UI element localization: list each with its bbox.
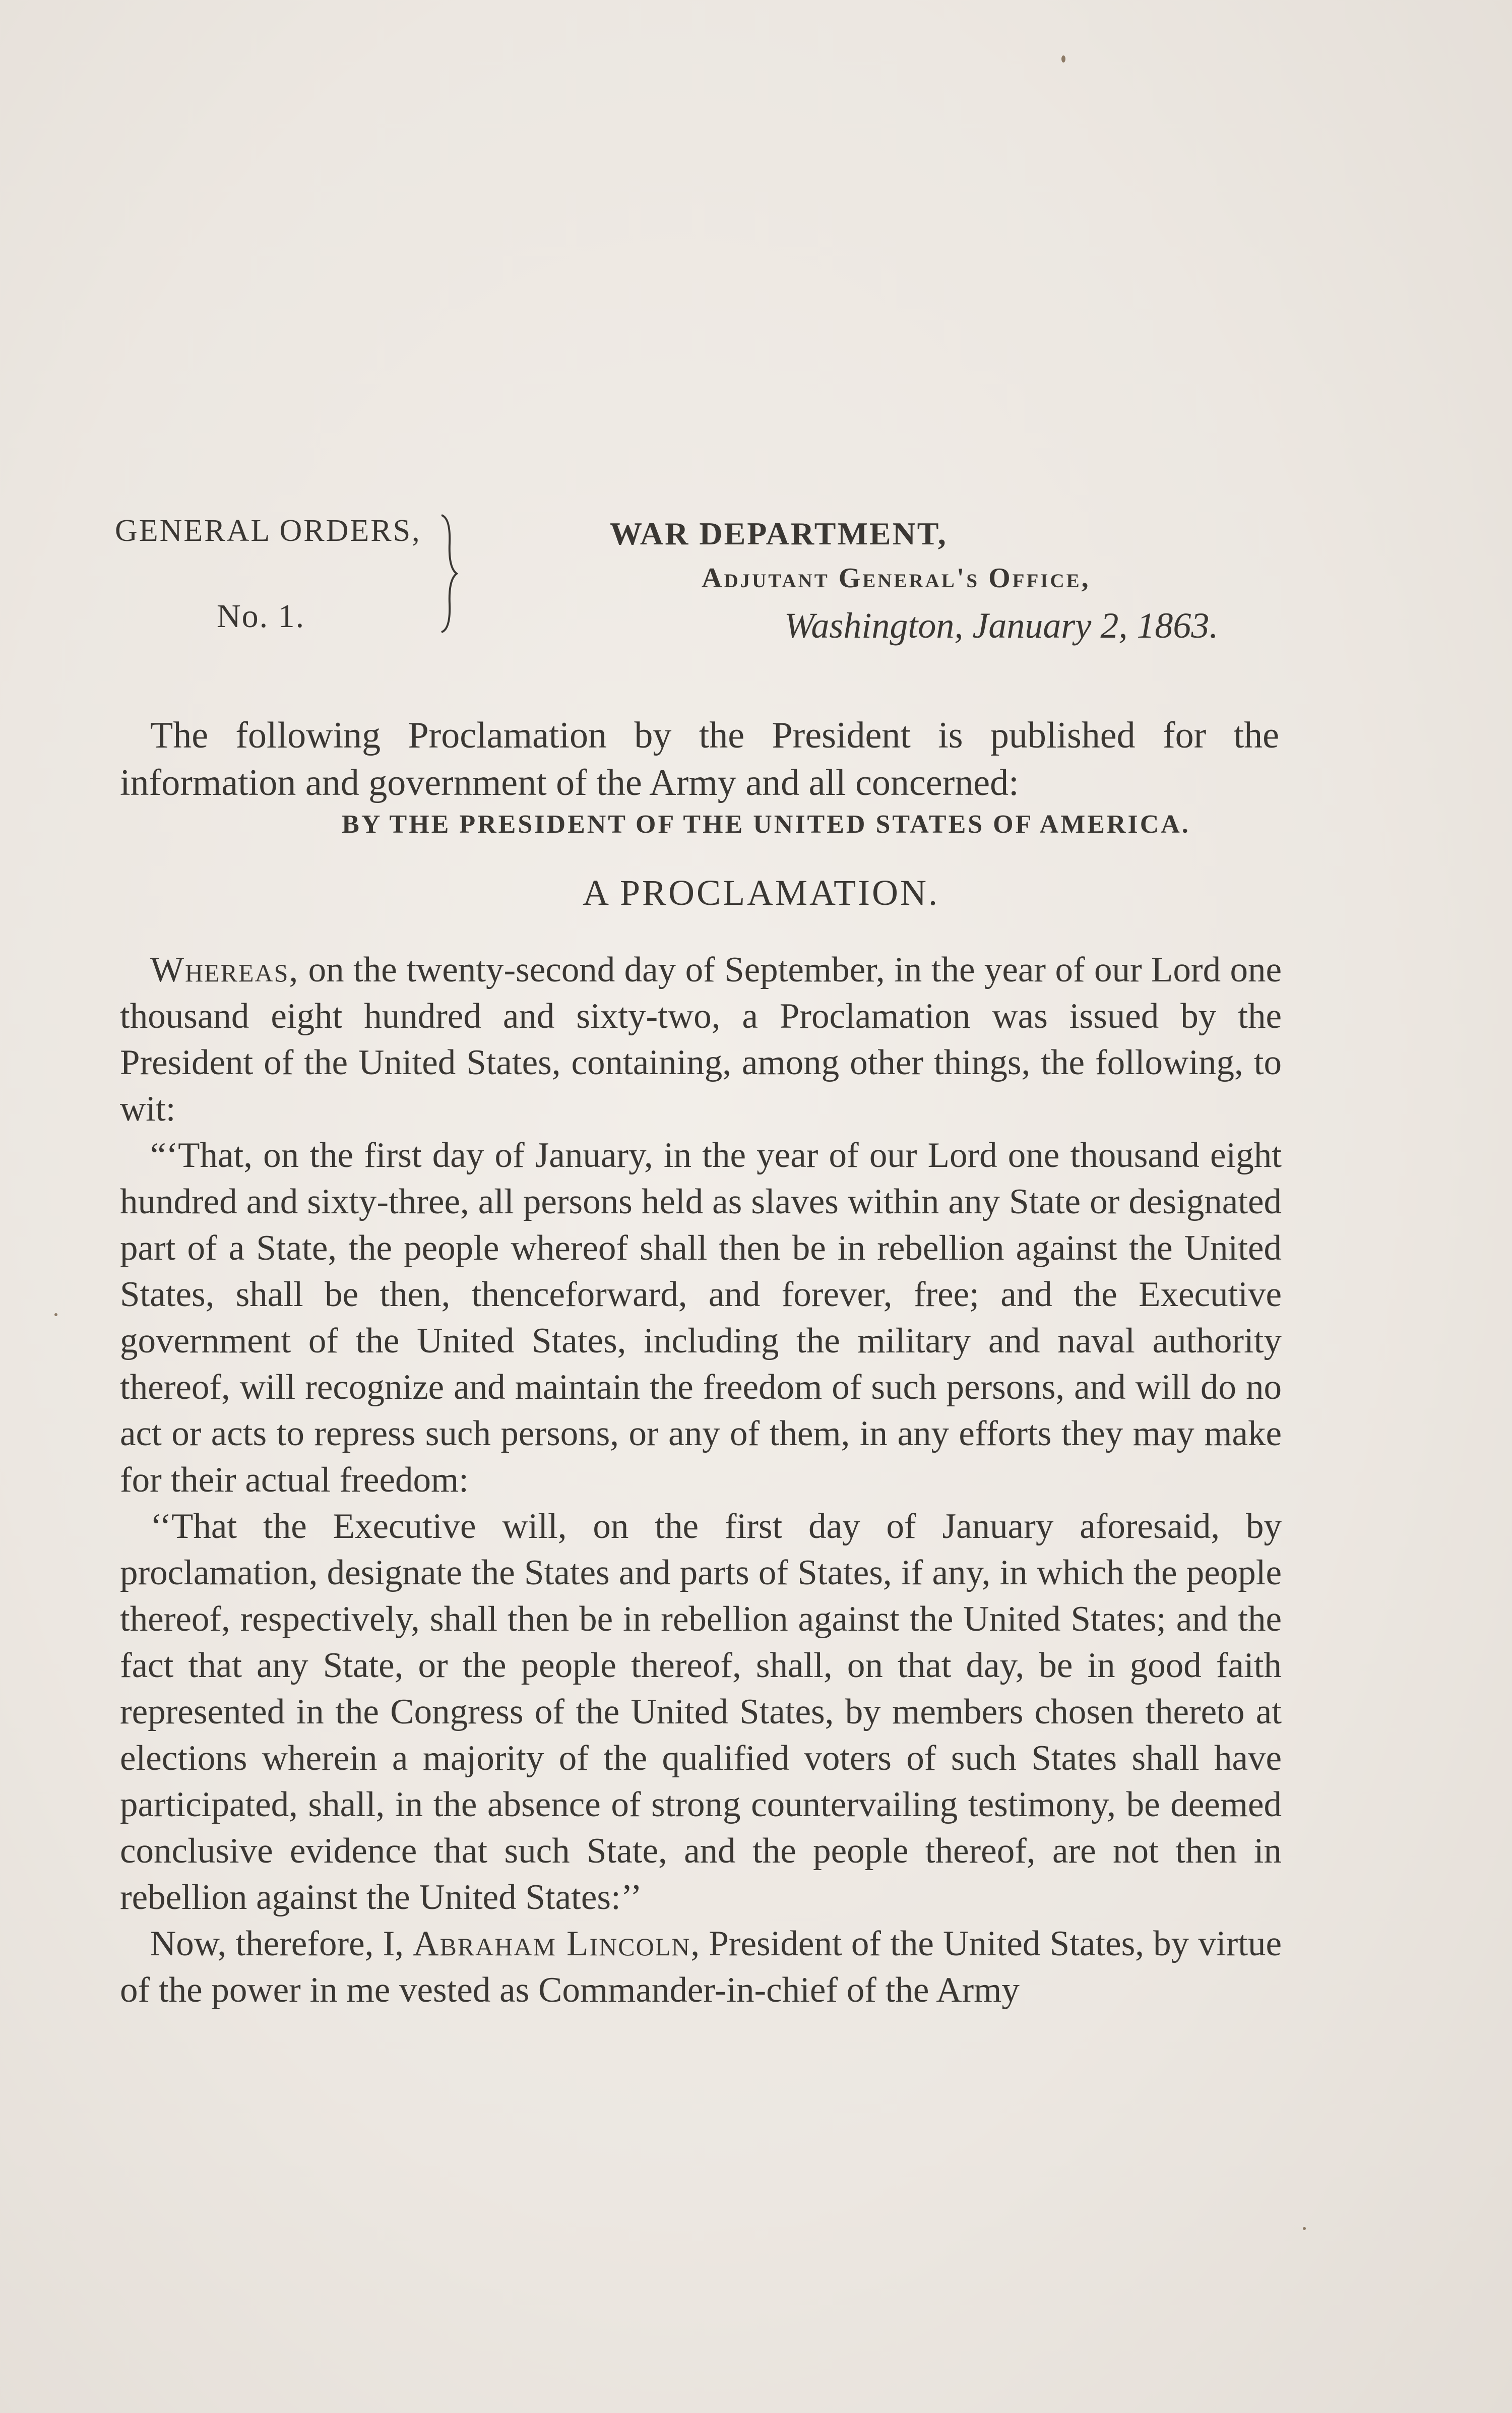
paragraph-whereas	[120, 947, 1282, 1132]
intro-paragraph: The following Proclamation by the President is published for the information and government of the Army and all concerned:	[120, 715, 1279, 803]
paper-speck	[1061, 55, 1065, 63]
whereas-lead: Whereas,	[150, 950, 299, 989]
date: January 2, 1863.	[972, 605, 1219, 646]
paragraph-now-therefore	[120, 1921, 1282, 2013]
proclamation-title: A PROCLAMATION.	[582, 873, 940, 913]
place: Washington,	[784, 605, 964, 646]
paragraph-quote-2: ‘‘That the Executive will, on the first day of January aforesaid, by proclamation, designate the States and parts of States, if any, in which the people thereof, respectively, shall then be in rebellion against the United States; and the fact that any State, or the people thereof, shall, on that day, be in good faith represented in the Congress of the United States, by members chosen thereto at elections wherein a majority of the qualified voters of such States shall have participated, shall, in the absence of strong countervailing testimony, be deemed conclusive evidence that such State, and the people thereof, are not then in rebellion against the United States:’’	[120, 1507, 1282, 1917]
paragraph-quote-1: “‘That, on the first day of January, in the year of our Lord one thousand eight hundred and sixty-three, all persons held as slaves within any State or designated part of a State, the people whereof shall then be in rebellion against the United States, shall be then, thenceforward, and forever, free; and the Executive government of the United States, including the military and naval authority thereof, will recognize and maintain the freedom of such persons, and will do no act or acts to repress such persons, or any of them, in any efforts they may make for their actual freedom:	[120, 1136, 1282, 1500]
paper-speck	[1303, 2227, 1306, 2230]
president-name: Abraham Lincoln	[413, 1924, 691, 1963]
place-date	[784, 605, 1218, 647]
order-number: No. 1.	[217, 598, 305, 635]
office-name: Adjutant General's Office,	[702, 563, 1091, 594]
proclamation-body	[120, 947, 1282, 2013]
whereas-text: on the twenty-second day of September, in the year of our Lord one thousand eight hundred and sixty-two, a Proclamation was issued by the President of the United States, containing, among other things, the following, to wit:	[120, 950, 1282, 1129]
now-therefore-start: Now, therefore, I,	[150, 1924, 413, 1963]
department-name: WAR DEPARTMENT,	[610, 516, 948, 551]
paper-speck	[54, 1313, 57, 1316]
by-line: BY THE PRESIDENT OF THE UNITED STATES OF AMERICA.	[342, 810, 1190, 839]
brace-icon	[434, 513, 465, 634]
now-therefore-rest: , President of the United States, by virtue of the power in me vested as Commander-in-chief of the Army	[120, 1924, 1282, 2010]
general-orders-label: GENERAL ORDERS,	[115, 514, 421, 548]
